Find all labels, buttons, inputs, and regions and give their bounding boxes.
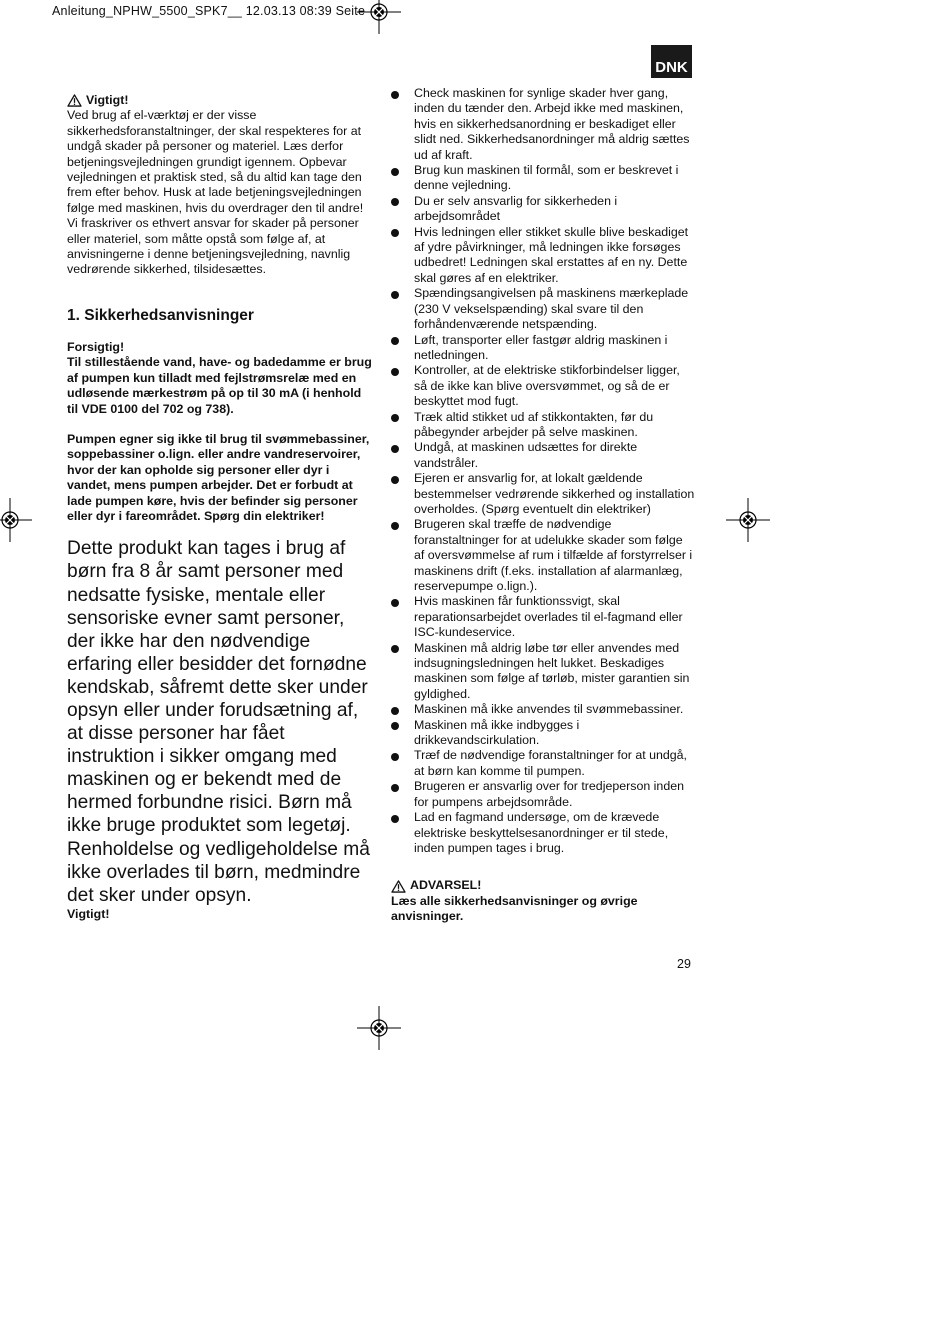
caution-text: Til stillestående vand, have- og badedamme er brug af pumpen kun tilladt med fejlstrømsrelæ med en udløsende mærkestrøm på op til 30 mA (i henhold til VDE 0100 del 702 og 738). (67, 355, 372, 416)
bullet-icon (391, 414, 399, 422)
caution-title: Forsigtig! (67, 339, 125, 354)
important-heading (67, 93, 372, 108)
bullet-icon (391, 522, 399, 530)
bullet-icon (391, 784, 399, 792)
bullet-icon (391, 291, 399, 299)
list-item: Løft, transporter eller fastgør aldrig maskinen i netledningen. (391, 333, 696, 364)
list-item: Hvis ledningen eller stikket skulle blive beskadiget af ydre påvirkninger, må ledningen ikke forsøges udbedret! Ledningen skal erstattes af en ny. Dette skal gøres af en elektriker. (391, 225, 696, 287)
registration-mark-icon (357, 0, 401, 34)
page-number: 29 (677, 957, 691, 971)
list-item: Undgå, at maskinen udsættes for direkte vandstråler. (391, 440, 696, 471)
list-item: Lad en fagmand undersøge, om de krævede elektriske beskyttelsesanordninger er til stede, inden pumpen tages i brug. (391, 810, 696, 856)
bullet-icon (391, 599, 399, 607)
bullet-icon (391, 815, 399, 823)
list-item: Check maskinen for synlige skader hver gang, inden du tænder den. Arbejd ikke med maskinen, hvis en sikkerhedsanordning er beskadiget eller slidt ned. Sikkerhedsanordninger må aldrig sættes ud af kraft. (391, 86, 696, 163)
language-badge: DNK (651, 45, 692, 78)
list-item: Maskinen må ikke anvendes til svømmebassiner. (391, 702, 696, 717)
bullet-icon (391, 229, 399, 237)
bullet-icon (391, 91, 399, 99)
warning-title: ADVARSEL! (410, 878, 482, 893)
list-item: Ejeren er ansvarlig for, at lokalt gældende bestemmelser vedrørende sikkerhed og installation overholdes. (Spørg eventuelt din elektriker) (391, 471, 696, 517)
children-notice: Dette produkt kan tages i brug af børn fra 8 år samt personer med nedsatte fysiske, mentale eller sensoriske evner samt personer, der ikke har den nødvendige erfaring eller besidder det fornødne kendskab, såfremt dette sker under opsyn eller under forudsætning af, at disse personer har fået instruktion i sikker omgang med maskinen og er bekendt med de hermed forbundne risici. Børn må ikke bruge produktet som legetøj. Renholdelse og vedligeholdelse må ikke overlades til børn, medmindre det sker under opsyn. (67, 538, 370, 906)
important-text: Ved brug af el-værktøj er der visse sikkerhedsforanstaltninger, der skal respekteres for at undgå skader på personer og materiel. Læs derfor betjeningsvejledningen grundigt igennem. Opbevar vejledningen et praktisk sted, så du altid kan tage den frem efter behov. Husk at lade betjeningsvejledningen følge med maskinen, hvis du overdrager den til andre! Vi fraskriver os ethvert ansvar for skader på personer eller materiel, som måtte opstå som følge af, at anvisningerne i denne betjeningsvejledning, navnlig vedrørende sikkerhed, tilsidesættes. (67, 108, 364, 277)
warning-triangle-icon (67, 94, 82, 107)
list-item: Træf de nødvendige foranstaltninger for at undgå, at børn kan komme til pumpen. (391, 748, 696, 779)
bullet-icon (391, 445, 399, 453)
bullet-icon (391, 476, 399, 484)
list-item: Maskinen må ikke indbygges i drikkevandscirkulation. (391, 718, 696, 749)
safety-bullet-list (391, 86, 696, 856)
registration-mark-icon (0, 498, 32, 542)
bullet-icon (391, 753, 399, 761)
warning-text: Læs alle sikkerhedsanvisninger og øvrige anvisninger. (391, 893, 638, 924)
list-item: Brugeren skal træffe de nødvendige foranstaltninger for at udelukke skader som følge af oversvømmelse af rum i tilfælde af forstyrrelser i maskinens drift (f.eks. installation af alarmanlæg, reservepumpe o.lign.). (391, 517, 696, 594)
file-header: Anleitung_NPHW_5500_SPK7__ 12.03.13 08:39 Seite (52, 4, 366, 18)
bullet-icon (391, 337, 399, 345)
list-item: Kontroller, at de elektriske stikforbindelser ligger, så de ikke kan blive oversvømmet, og så de er beskyttet mod fugt. (391, 363, 696, 409)
bullet-icon (391, 645, 399, 653)
right-column (391, 86, 696, 925)
bullet-icon (391, 168, 399, 176)
warning-heading (391, 878, 696, 893)
important-title: Vigtigt! (86, 93, 129, 107)
left-column (67, 93, 372, 922)
registration-mark-icon (357, 1006, 401, 1050)
pool-warning-text: Pumpen egner sig ikke til brug til svømmebassiner, soppebassiner o.lign. eller andre vandreservoirer, hvor der kan opholde sig personer eller dyr i vandet, mens pumpen arbejder. Det er forbudt at lade pumpen køre, hvis der befinder sig personer eller dyr i fareområdet. Spørg din elektriker! (67, 431, 370, 523)
section-heading: 1. Sikkerhedsanvisninger (67, 306, 254, 324)
bullet-icon (391, 707, 399, 715)
bullet-icon (391, 368, 399, 376)
list-item: Spændingsangivelsen på maskinens mærkeplade (230 V vekselspænding) skal svare til den forhåndenværende netspænding. (391, 286, 696, 332)
list-item: Maskinen må aldrig løbe tør eller anvendes med indsugningsledningen helt lukket. Beskadiges maskinen som følge af tørløb, mister garantien sin gyldighed. (391, 641, 696, 703)
list-item: Træk altid stikket ud af stikkontakten, før du påbegynder arbejder på selve maskinen. (391, 410, 696, 441)
closing-important: Vigtigt! (67, 906, 110, 921)
list-item: Brug kun maskinen til formål, som er beskrevet i denne vejledning. (391, 163, 696, 194)
bullet-icon (391, 722, 399, 730)
warning-triangle-icon (391, 880, 406, 893)
list-item: Du er selv ansvarlig for sikkerheden i arbejdsområdet (391, 194, 696, 225)
registration-mark-icon (726, 498, 770, 542)
list-item: Hvis maskinen får funktionssvigt, skal reparationsarbejdet overlades til el-fagmand eller ISC-kundeservice. (391, 594, 696, 640)
bullet-icon (391, 198, 399, 206)
list-item: Brugeren er ansvarlig over for tredjeperson inden for pumpens arbejdsområde. (391, 779, 696, 810)
